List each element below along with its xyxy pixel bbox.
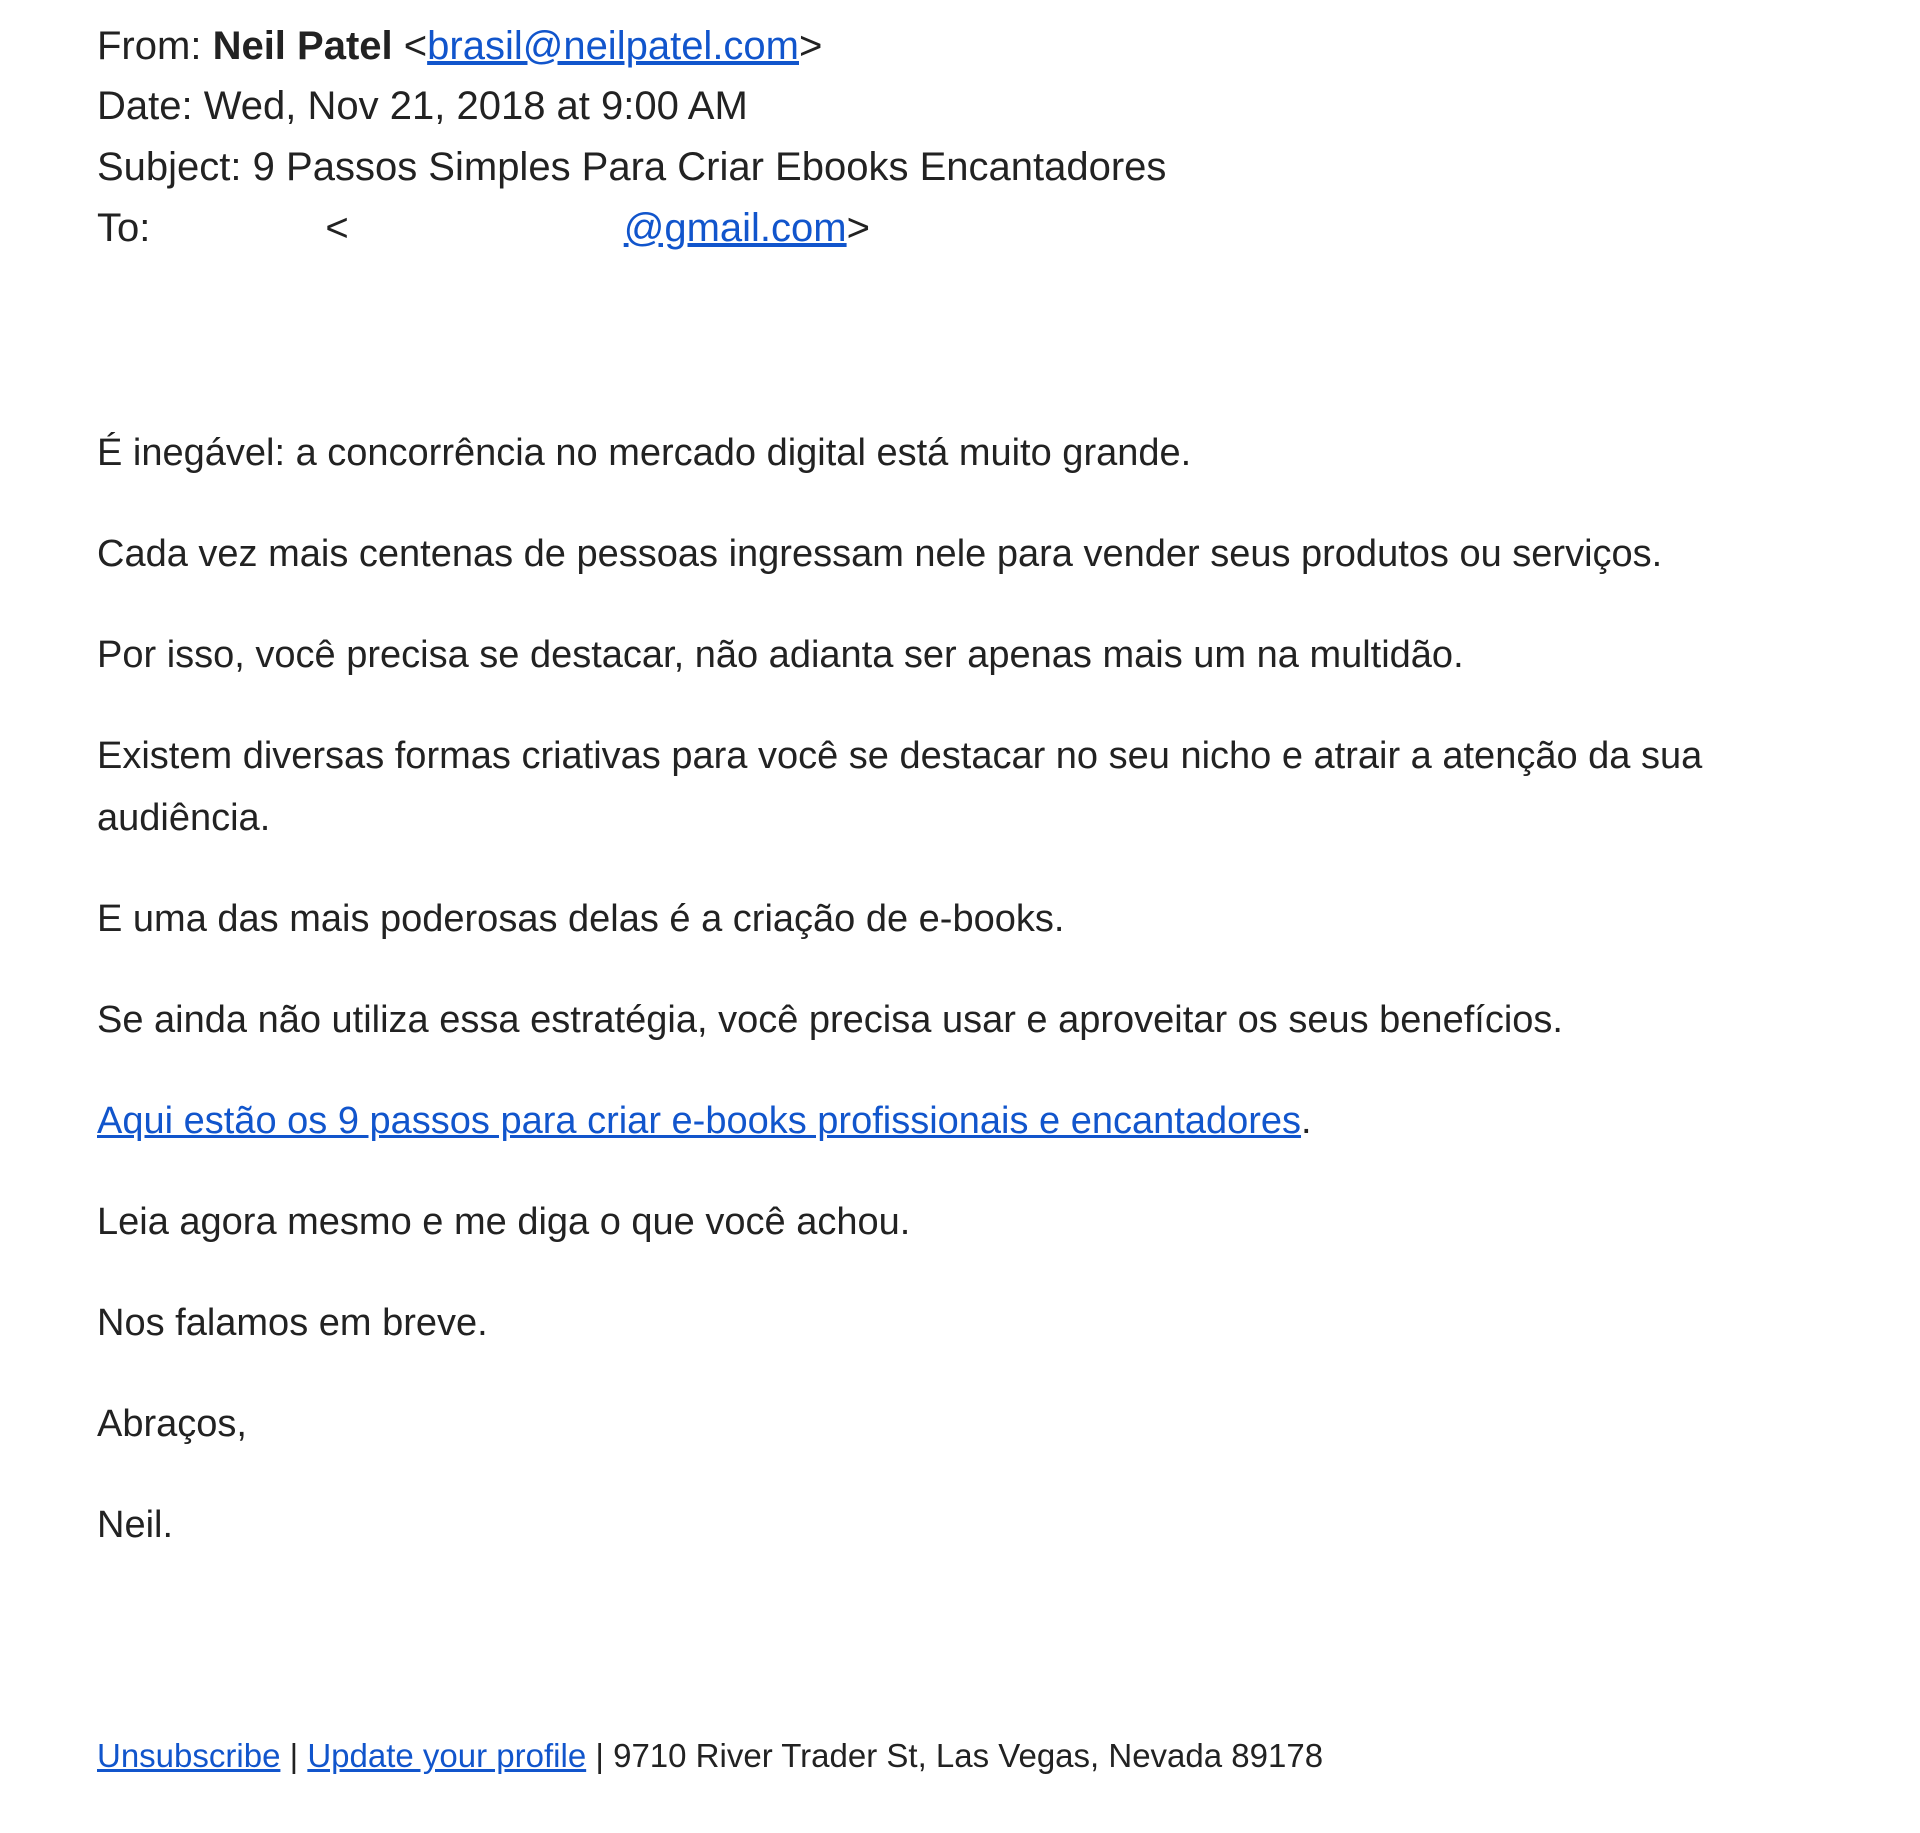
email-footer <box>97 1732 1323 1780</box>
from-label: From: <box>97 24 202 68</box>
ebook-steps-link[interactable]: Aqui estão os 9 passos para criar e-books profissionais e encantadores <box>97 1100 1302 1142</box>
sender-email-link[interactable]: brasil@neilpatel.com <box>427 24 799 68</box>
sender-name: Neil Patel <box>212 24 393 68</box>
subject-label: Subject: <box>97 145 242 189</box>
to-bracket-open: < <box>325 206 349 250</box>
from-line <box>97 16 822 76</box>
paragraph-5: E uma das mais poderosas delas é a criação de e-books. <box>97 898 1065 940</box>
unsubscribe-link[interactable]: Unsubscribe <box>97 1737 281 1774</box>
date-line <box>97 76 748 136</box>
footer-separator-2: | <box>595 1737 604 1774</box>
to-line <box>97 198 870 258</box>
paragraph-1: É inegável: a concorrência no mercado digital está muito grande. <box>97 432 1192 474</box>
subject-line <box>97 137 1166 197</box>
date-label: Date: <box>97 84 193 128</box>
to-bracket-close: > <box>846 206 870 250</box>
date-value: Wed, Nov 21, 2018 at 9:00 AM <box>203 84 748 128</box>
recipient-email-link[interactable]: @gmail.com <box>623 206 847 250</box>
email-body <box>97 422 1857 1595</box>
paragraph-2: Cada vez mais centenas de pessoas ingressam nele para vender seus produtos ou serviços. <box>97 533 1663 575</box>
paragraph-9: Nos falamos em breve. <box>97 1302 488 1344</box>
from-bracket-close: > <box>799 24 823 68</box>
from-bracket-open: < <box>403 24 428 68</box>
paragraph-7 <box>97 1090 1857 1152</box>
paragraph-6: Se ainda não utiliza essa estratégia, você precisa usar e aproveitar os seus benefícios. <box>97 999 1563 1041</box>
footer-separator-1: | <box>289 1737 299 1774</box>
paragraph-4: Existem diversas formas criativas para você se destacar no seu nicho e atrair a atenção da sua audiência. <box>97 735 1703 839</box>
paragraph-3: Por isso, você precisa se destacar, não adianta ser apenas mais um na multidão. <box>97 634 1464 676</box>
paragraph-10: Abraços, <box>97 1403 247 1445</box>
subject-value: 9 Passos Simples Para Criar Ebooks Encantadores <box>252 145 1167 189</box>
to-label: To: <box>97 206 151 250</box>
paragraph-8: Leia agora mesmo e me diga o que você achou. <box>97 1201 911 1243</box>
signature: Neil. <box>97 1504 174 1546</box>
footer-address: 9710 River Trader St, Las Vegas, Nevada 89178 <box>613 1737 1324 1774</box>
update-profile-link[interactable]: Update your profile <box>307 1737 587 1774</box>
link-period: . <box>1301 1100 1312 1142</box>
